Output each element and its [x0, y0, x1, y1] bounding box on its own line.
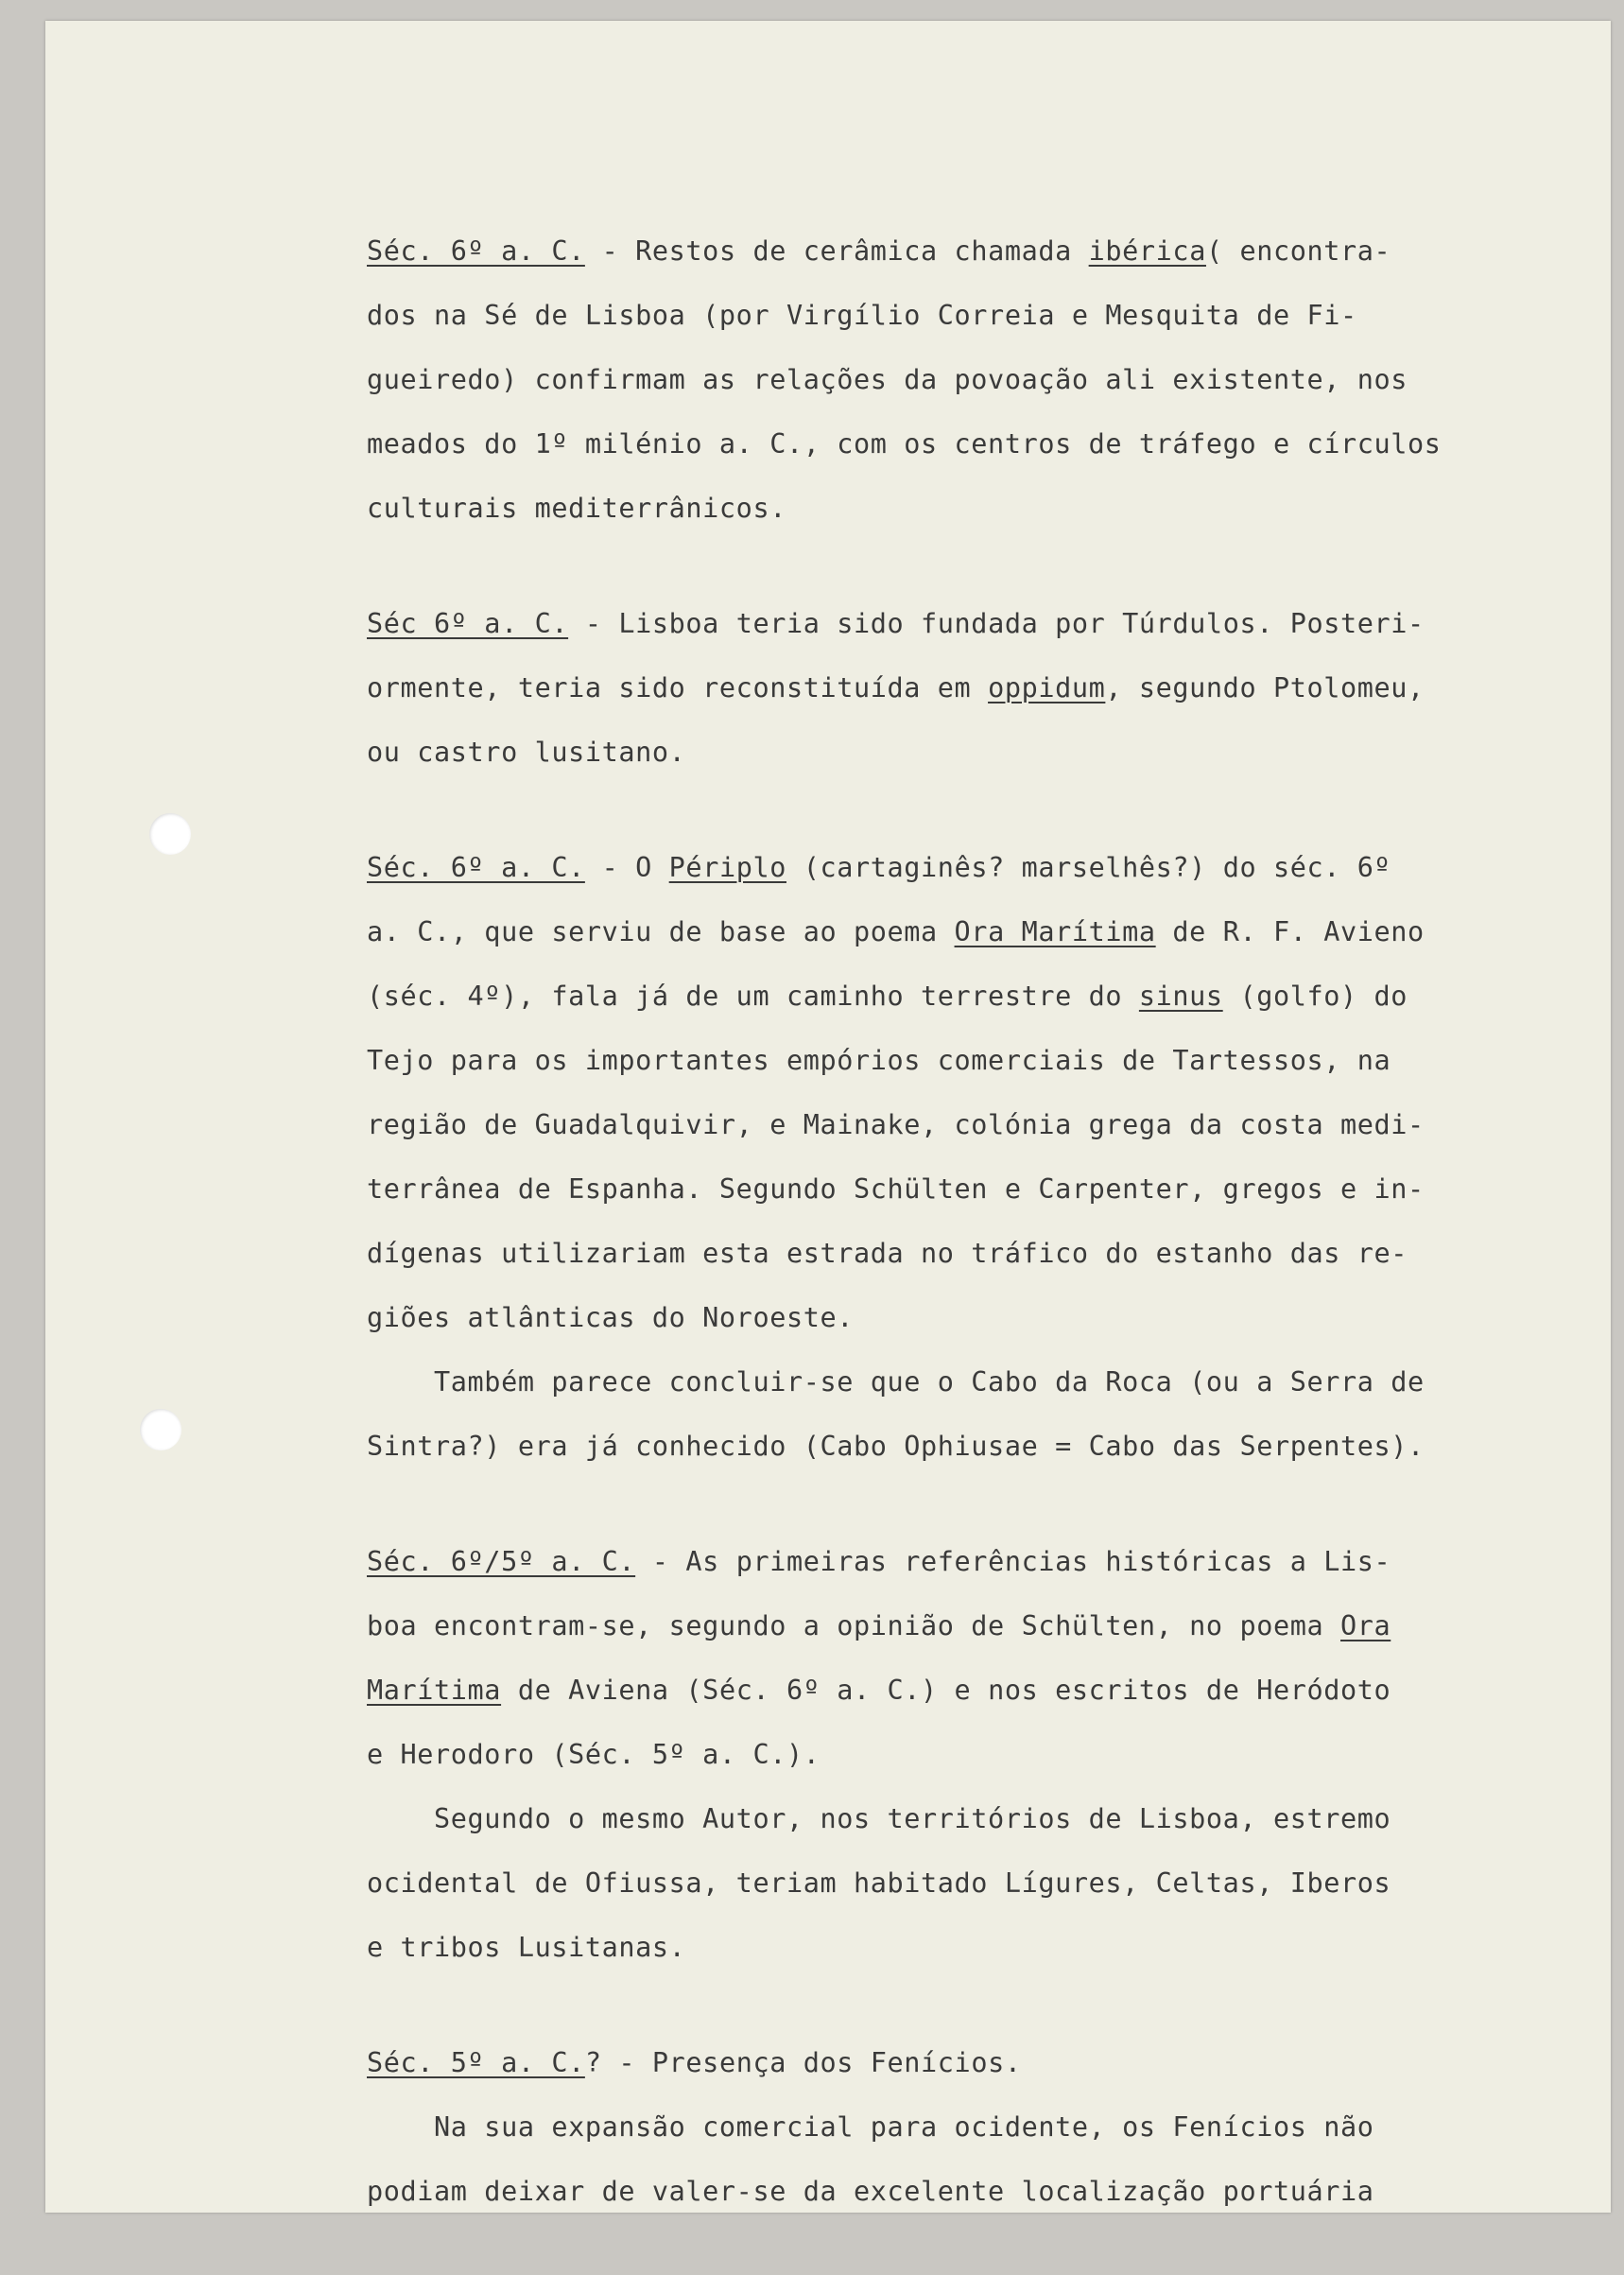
text-line: Séc. 6º/5º a. C. - As primeiras referências históricas a Lis-: [367, 1546, 1391, 1577]
text-line: gueiredo) confirmam as relações da povoação ali existente, nos: [367, 364, 1408, 395]
text-line: Séc. 6º a. C. - Restos de cerâmica chamada ibérica( encontra-: [367, 235, 1391, 267]
text-line: região de Guadalquivir, e Mainake, colónia grega da costa medi-: [367, 1109, 1425, 1140]
text-line: meados do 1º milénio a. C., com os centros de tráfego e círculos: [367, 428, 1442, 460]
text-line: dos na Sé de Lisboa (por Virgílio Correia e Mesquita de Fi-: [367, 300, 1357, 331]
text-line: giões atlânticas do Noroeste.: [367, 1302, 854, 1333]
text-line: Séc 6º a. C. - Lisboa teria sido fundada por Túrdulos. Posteri-: [367, 608, 1425, 639]
underlined-term: sinus: [1138, 981, 1223, 1012]
underlined-term: Ora Marítima: [954, 916, 1156, 947]
text-line: ou castro lusitano.: [367, 737, 686, 768]
text-line: e tribos Lusitanas.: [367, 1932, 686, 1963]
text-line: podiam deixar de valer-se da excelente localização portuária: [367, 2176, 1374, 2207]
text-line: Séc. 6º a. C. - O Périplo (cartaginês? marselhês?) do séc. 6º: [367, 852, 1391, 883]
text-line: terrânea de Espanha. Segundo Schülten e Carpenter, gregos e in-: [367, 1173, 1425, 1205]
text-line: (séc. 4º), fala já de um caminho terrestre do sinus (golfo) do: [367, 981, 1408, 1012]
chronology-entry: [367, 2031, 1482, 2224]
text-line: a. C., que serviu de base ao poema Ora Marítima de R. F. Avieno: [367, 916, 1425, 947]
punch-hole-top: [149, 813, 191, 855]
entry-date-heading: Séc. 6º a. C.: [367, 852, 585, 883]
document-page: [45, 21, 1611, 2213]
punch-hole-bottom: [140, 1409, 181, 1450]
underlined-term: oppidum: [988, 672, 1106, 703]
text-line: Também parece concluir-se que o Cabo da Roca (ou a Serra de: [367, 1366, 1425, 1398]
text-line: ormente, teria sido reconstituída em oppidum, segundo Ptolomeu,: [367, 672, 1425, 703]
entry-date-heading: Séc. 6º/5º a. C.: [367, 1546, 636, 1577]
underlined-term: ibérica: [1088, 235, 1206, 267]
chronology-entry: [367, 592, 1482, 785]
text-line: dígenas utilizariam esta estrada no tráfico do estanho das re-: [367, 1238, 1408, 1269]
entry-date-heading: Séc 6º a. C.: [367, 608, 569, 639]
chronology-entry: [367, 219, 1482, 541]
underlined-term: Marítima: [367, 1675, 502, 1706]
text-line: ocidental de Ofiussa, teriam habitado Lígures, Celtas, Iberos: [367, 1867, 1391, 1899]
underlined-term: Ora: [1340, 1610, 1391, 1641]
text-line: culturais mediterrânicos.: [367, 493, 786, 524]
text-line: e Herodoro (Séc. 5º a. C.).: [367, 1739, 821, 1770]
text-line: Tejo para os importantes empórios comerciais de Tartessos, na: [367, 1045, 1391, 1076]
entry-date-heading: Séc. 5º a. C.: [367, 2047, 585, 2078]
text-line: Segundo o mesmo Autor, nos territórios de Lisboa, estremo: [367, 1803, 1391, 1834]
chronology-entry: [367, 1530, 1482, 1980]
text-line: Sintra?) era já conhecido (Cabo Ophiusae = Cabo das Serpentes).: [367, 1431, 1425, 1462]
text-line: Marítima de Aviena (Séc. 6º a. C.) e nos escritos de Heródoto: [367, 1675, 1391, 1706]
document-body: [367, 219, 1482, 2275]
chronology-entry: [367, 836, 1482, 1479]
text-line: Na sua expansão comercial para ocidente, os Fenícios não: [367, 2111, 1374, 2143]
underlined-term: Périplo: [668, 852, 786, 883]
text-line: boa encontram-se, segundo a opinião de Schülten, no poema Ora: [367, 1610, 1391, 1641]
text-line: Séc. 5º a. C.? - Presença dos Fenícios.: [367, 2047, 1022, 2078]
entry-date-heading: Séc. 6º a. C.: [367, 235, 585, 267]
